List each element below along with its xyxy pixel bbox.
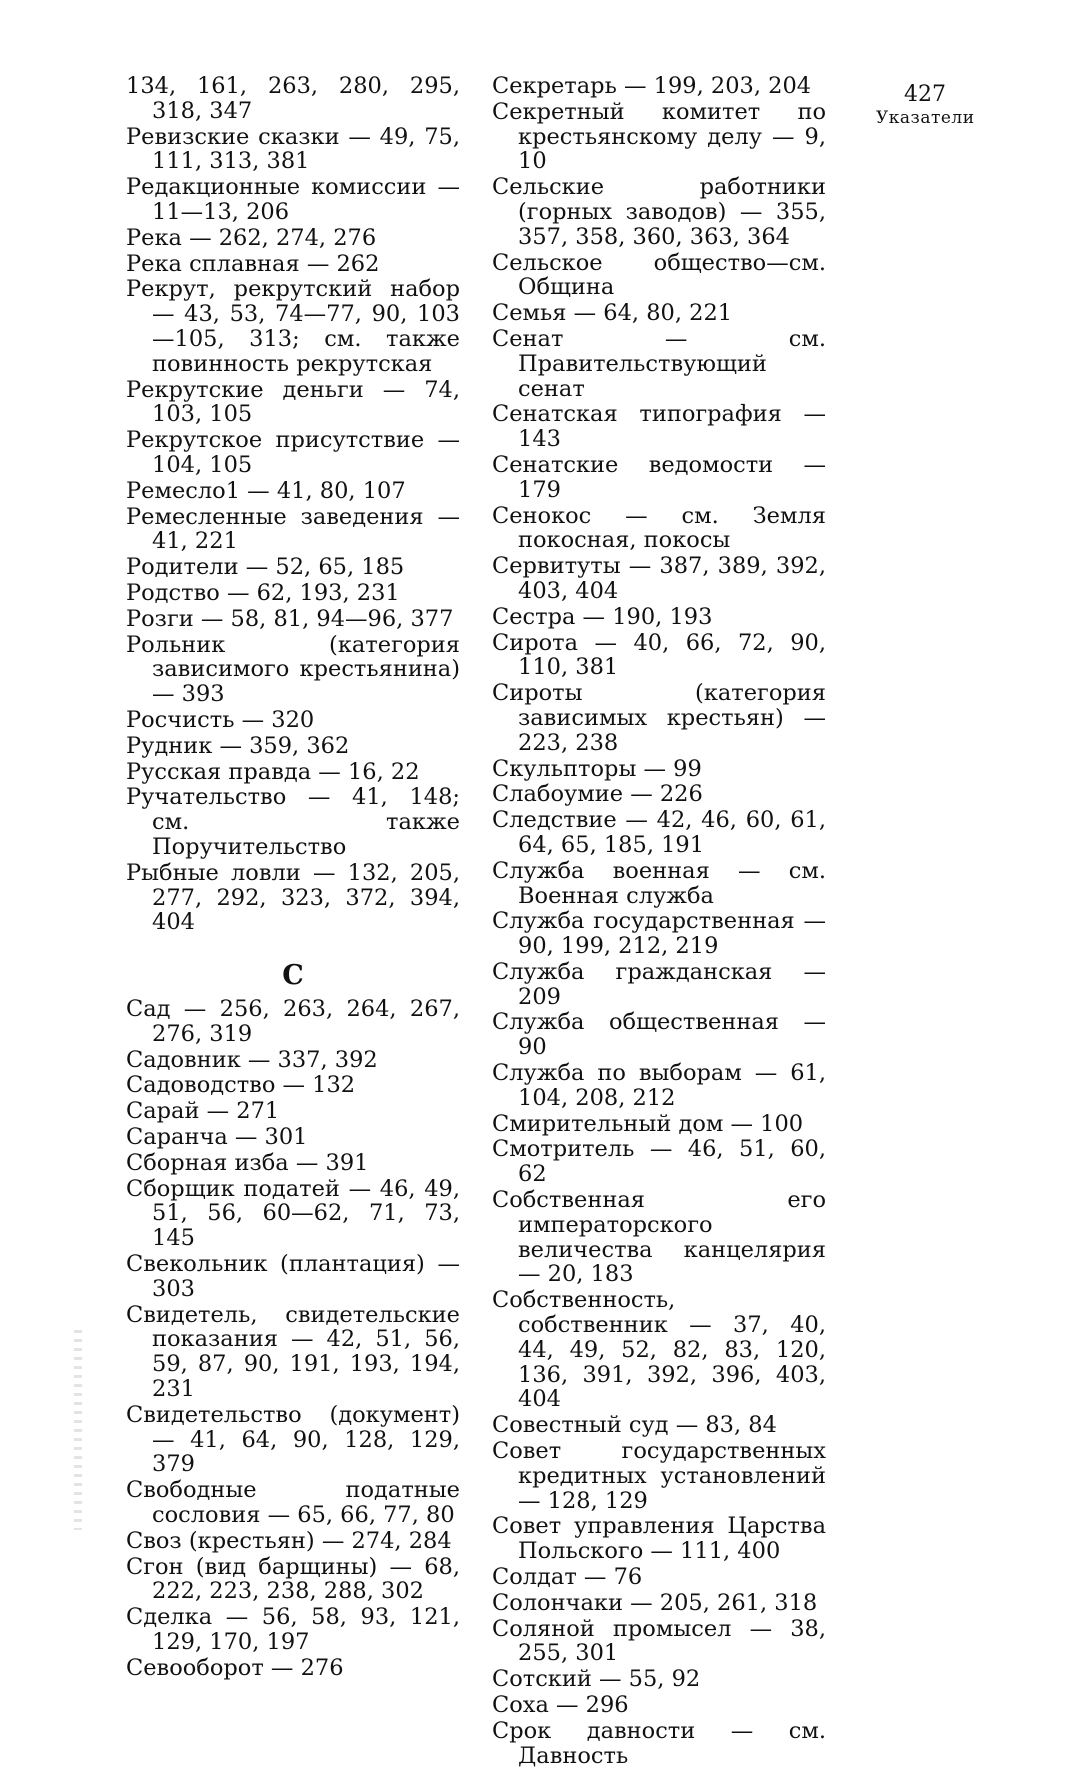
- index-column-right: [492, 74, 826, 1769]
- index-entry: Садовник — 337, 392: [126, 1046, 378, 1073]
- index-entry: Сервитуты — 387, 389, 392, 403, 404: [492, 553, 826, 604]
- index-entry: Скульпторы — 99: [492, 755, 702, 782]
- index-entry: Секретный комитет по крестьянскому делу — 9, 10: [492, 98, 826, 175]
- index-entry: Сельское общество—см. Община: [492, 249, 826, 301]
- index-entry: Ревизские сказки — 49, 75, 111, 313, 381: [126, 123, 460, 175]
- index-entry: Река — 262, 274, 276: [126, 224, 377, 251]
- index-entry: Смирительный дом — 100: [492, 1110, 804, 1137]
- index-entry: Русская правда — 16, 22: [126, 758, 420, 785]
- index-entry: Сад — 256, 263, 264, 267, 276, 319: [126, 996, 460, 1047]
- index-entry: Розги — 58, 81, 94—96, 377: [126, 605, 454, 632]
- page-number: 427: [904, 82, 946, 107]
- index-entry: Саранча — 301: [126, 1124, 308, 1151]
- index-entry: Свидетельство (документ) — 41, 64, 90, 128, 129, 379: [126, 1401, 460, 1478]
- index-entry: Росчисть — 320: [126, 706, 315, 733]
- index-entry: Сборщик податей — 46, 49, 51, 56, 60—62, 71, 73, 145: [126, 1175, 460, 1252]
- index-entry: Служба общественная — 90: [492, 1009, 826, 1061]
- index-entry: Сестра — 190, 193: [492, 603, 713, 630]
- index-entry: Сотский — 55, 92: [492, 1666, 701, 1693]
- index-entry: Собственность, собственник — 37, 40, 44, 49, 52, 82, 83, 120, 136, 391, 392, 396, 403, 404: [492, 1287, 826, 1413]
- index-entry: Редакционные комиссии — 11—13, 206: [126, 174, 460, 225]
- index-entry: Рольник (категория зависимого крестьянина) — 393: [126, 631, 460, 708]
- index-entry: Соляной промысел — 38, 255, 301: [492, 1615, 826, 1667]
- index-entry: Своз (крестьян) — 274, 284: [126, 1527, 452, 1554]
- index-entry: Сарай — 271: [126, 1098, 280, 1125]
- index-entry: Свободные податные сословия — 65, 66, 77, 80: [126, 1477, 460, 1529]
- index-entry: Соха — 296: [492, 1692, 629, 1718]
- index-entry: Солончаки — 205, 261, 318: [492, 1589, 818, 1616]
- index-entry: Севооборот — 276: [126, 1654, 344, 1681]
- index-entry: Сенокос — см. Земля покосная, покосы: [492, 502, 826, 554]
- index-entry: Свидетель, свидетельские показания — 42, 51, 56, 59, 87, 90, 191, 193, 194, 231: [126, 1301, 460, 1403]
- index-entry: Сенатская типография — 143: [492, 401, 826, 453]
- index-entry: Сенатские ведомости — 179: [492, 451, 826, 503]
- gutter-scan-shadow: [74, 1330, 82, 1530]
- index-entry: Свекольник (плантация) — 303: [126, 1251, 460, 1302]
- index-entry: Смотритель — 46, 51, 60, 62: [492, 1136, 826, 1188]
- index-entry: Слабоумие — 226: [492, 781, 703, 808]
- index-entry: Сирота — 40, 66, 72, 90, 110, 381: [492, 629, 826, 681]
- index-entry: Рыбные ловли — 132, 205, 277, 292, 323, 372, 394, 404: [126, 859, 460, 936]
- index-entry: Служба государственная — 90, 199, 212, 219: [492, 908, 826, 960]
- index-entry: Секретарь — 199, 203, 204: [492, 73, 812, 99]
- index-entry: Сделка — 56, 58, 93, 121, 129, 170, 197: [126, 1604, 460, 1656]
- index-entry: Рекрут, рекрутский набор — 43, 53, 74—77, 90, 103—105, 313; см. также повинность рекрутская: [126, 276, 460, 377]
- index-entry: Сгон (вид барщины) — 68, 222, 223, 238, 288, 302: [126, 1553, 460, 1605]
- index-entry: Следствие — 42, 46, 60, 61, 64, 65, 185, 191: [492, 807, 826, 858]
- index-entry: Совет управления Царства Польского — 111, 400: [492, 1513, 826, 1565]
- index-entry: Родство — 62, 193, 231: [126, 579, 400, 606]
- index-entry: Ремесло1 — 41, 80, 107: [126, 477, 406, 504]
- section-letter: С: [282, 960, 304, 992]
- index-entries-s: [126, 997, 460, 1681]
- index-entry: Садоводство — 132: [126, 1072, 356, 1099]
- index-entry: Совет государственных кредитных установлений — 128, 129: [492, 1438, 826, 1514]
- index-entry: Сборная изба — 391: [126, 1149, 369, 1176]
- index-entry-continuation: 134, 161, 263, 280, 295, 318, 347: [126, 73, 460, 124]
- running-head: Указатели: [876, 108, 975, 128]
- index-entry: Служба по выборам — 61, 104, 208, 212: [492, 1060, 826, 1111]
- index-column-left: [126, 74, 460, 1682]
- index-entry: Ремесленные заведения — 41, 221: [126, 503, 460, 555]
- index-entry: Сироты (категория зависимых крестьян) — 223, 238: [492, 680, 826, 756]
- index-entry: Служба военная — см. Военная служба: [492, 857, 826, 909]
- index-entry: Сенат — см. Правительствующий сенат: [492, 325, 826, 402]
- index-entry: Рекрутское присутствие — 104, 105: [126, 427, 460, 478]
- index-entry: Совестный суд — 83, 84: [492, 1412, 777, 1439]
- index-entry: Рекрутские деньги — 74, 103, 105: [126, 376, 460, 428]
- index-entry: Родители — 52, 65, 185: [126, 554, 405, 581]
- index-entry: Ручательство — 41, 148; см. также Поручительство: [126, 784, 460, 860]
- index-entry: Срок давности — см. Давность: [492, 1717, 826, 1769]
- index-entry: Собственная его императорского величества канцелярия — 20, 183: [492, 1187, 826, 1288]
- index-entry: Рудник — 359, 362: [126, 732, 350, 759]
- index-entry: Солдат — 76: [492, 1564, 643, 1591]
- index-entry: Река сплавная — 262: [126, 250, 380, 277]
- index-entries-r: [126, 74, 460, 935]
- index-entries-s-continued: [492, 74, 826, 1768]
- index-entry: Служба гражданская — 209: [492, 958, 826, 1010]
- index-entry: Сельские работники (горных заводов) — 355, 357, 358, 360, 363, 364: [492, 174, 826, 250]
- index-entry: Семья — 64, 80, 221: [492, 300, 733, 327]
